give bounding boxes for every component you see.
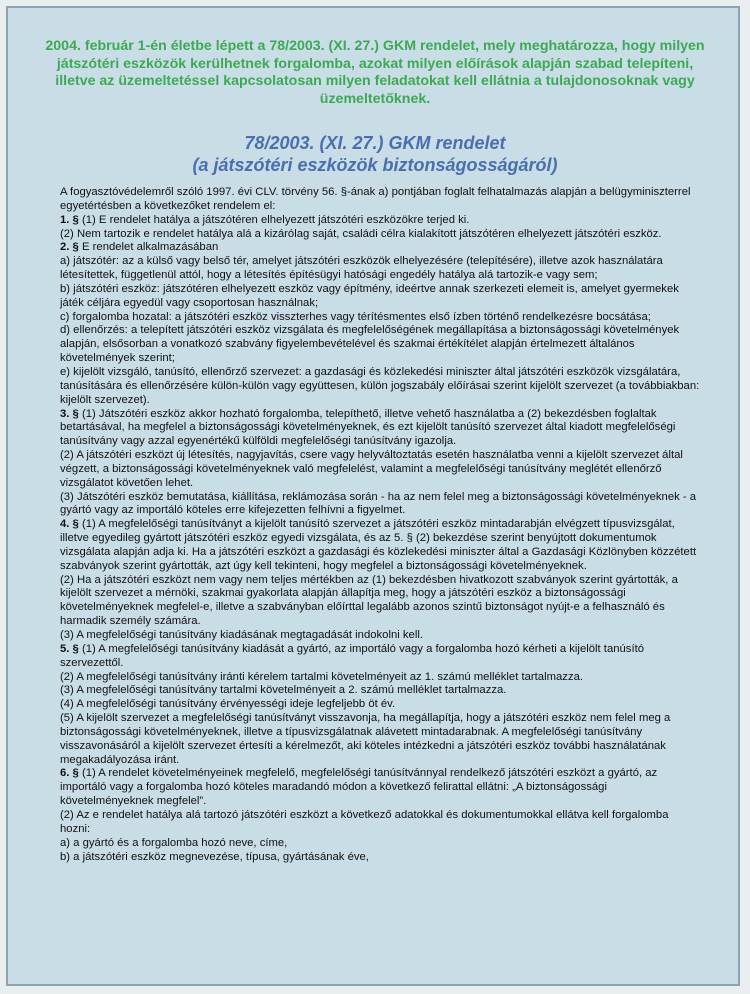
paragraph-text: (2) Nem tartozik e rendelet hatálya alá a kizárólag saját, családi célra kialakított játszótéren elhelyezett játszótéri eszköz. bbox=[60, 227, 662, 240]
decree-paragraph bbox=[60, 518, 700, 573]
paragraph-text: (2) A játszótéri eszközt új létesítés, nagyjavítás, csere vagy helyváltoztatás esetén használatba venni a kijelölt szervezet által végzett, a biztonságossági követelményeknek való megfelelést, valamint a megfelelőségi tanúsítvány meglétét ellenőrző vizsgálatot követően lehet. bbox=[60, 449, 683, 489]
page-heading: 2004. február 1-én életbe lépett a 78/2003. (XI. 27.) GKM rendelet, mely meghatározza, hogy milyen játszótéri eszközök kerülhetnek forgalomba, azokat milyen előírások alapján szabad telepíteni, illetve az üzemeltetéssel kapcsolatosan milyen feladatokat kell ellátnia a tulajdonosoknak vagy üzemeltetőknek. bbox=[45, 38, 705, 107]
decree-paragraph bbox=[60, 366, 700, 408]
decree-paragraph bbox=[60, 214, 700, 228]
paragraph-text: (3) A megfelelőségi tanúsítvány tartalmi követelményeit a 2. számú melléklet tartalmazza. bbox=[60, 684, 507, 697]
paragraph-text: (2) A megfelelőségi tanúsítvány iránti kérelem tartalmi követelményeit az 1. számú melléklet tartalmazza. bbox=[60, 670, 584, 683]
decree-paragraph bbox=[60, 643, 700, 671]
paragraph-text: b) a játszótéri eszköz megnevezése, típusa, gyártásának éve, bbox=[60, 850, 369, 863]
decree-paragraph bbox=[60, 684, 700, 698]
paragraph-text: c) forgalomba hozatal: a játszótéri eszköz visszterhes vagy térítésmentes első ízben történő rendelkezésre bocsátása; bbox=[60, 310, 651, 323]
decree-paragraph bbox=[60, 629, 700, 643]
paragraph-text: b) játszótéri eszköz: játszótéren elhelyezett eszköz vagy építmény, ideértve annak szerkezeti elemeit is, amelyet gyermekek játék céljára egyedül vagy csoportosan használnak; bbox=[60, 282, 679, 309]
paragraph-text: (4) A megfelelőségi tanúsítvány érvényességi ideje legfeljebb öt év. bbox=[60, 698, 396, 711]
section-mark: 4. § bbox=[60, 518, 79, 531]
decree-paragraph bbox=[60, 851, 700, 865]
section-mark: 3. § bbox=[60, 407, 79, 420]
decree-paragraph bbox=[60, 491, 700, 519]
paragraph-text: A fogyasztóvédelemről szóló 1997. évi CLV. törvény 56. §-ának a) pontjában foglalt felhatalmazás alapján a belügyminiszterrel egyetértésben a következőket rendelem el: bbox=[60, 186, 691, 212]
decree-paragraph bbox=[60, 241, 700, 255]
paragraph-text: (3) Játszótéri eszköz bemutatása, kiállítása, reklámozása során - ha az nem felel meg a biztonságossági követelményeknek - a gyártó vagy az importáló köteles erre kifejezetten felhívni a figyelmet. bbox=[60, 490, 697, 517]
decree-paragraph bbox=[60, 324, 700, 366]
section-mark: 1. § bbox=[60, 213, 79, 226]
paragraph-text: E rendelet alkalmazásában bbox=[78, 241, 219, 254]
paragraph-text: (2) Ha a játszótéri eszközt nem vagy nem teljes mértékben az (1) bekezdésben hivatkozott szabványok szerint gyártották, a kijelölt szervezet a mérnöki, szakmai gyakorlata alapján állapítja meg, hogy a játszótéri eszköz a biztonságossági követelményeknek megfelel-e, illetve a szabványban előírttal legalább azonos szintű biztonságot nyújt-e a felhasználó és harmadik személy számára. bbox=[60, 573, 678, 628]
paragraph-text: (1) Játszótéri eszköz akkor hozható forgalomba, telepíthető, illetve vehető használatba a (2) bekezdésben foglaltak betartásával, ha megfelel a biztonságossági követelményeknek, és ezt kijelölt tanúsító szervezet által kiadott megfelelőségi tanúsítvány vagy azzal egyenértékű külföldi megfelelőségi tanúsítvány igazolja. bbox=[60, 407, 676, 448]
decree-paragraph bbox=[60, 574, 700, 629]
decree-paragraph bbox=[60, 698, 700, 712]
decree-title bbox=[40, 132, 710, 176]
decree-paragraph bbox=[60, 767, 700, 809]
paragraph-text: a) játszótér: az a külső vagy belső tér, amelyet játszótéri eszközök elhelyezésére (telepítésére), illetve azok használatára létesítettek, függetlenül attól, hogy a létesítés építésügyi hatósági engedély hatálya alá tartozik-e vagy sem; bbox=[60, 255, 663, 282]
decree-body bbox=[60, 186, 700, 864]
section-mark: 2. § bbox=[60, 241, 79, 254]
decree-number: 78/2003. (XI. 27.) GKM rendelet bbox=[244, 133, 506, 153]
decree-paragraph bbox=[60, 408, 700, 450]
paragraph-text: d) ellenőrzés: a telepített játszótéri eszköz vizsgálata és megfelelőségének megállapítása a biztonságossági követelmények alapján, elsősorban a vonatkozó szabvány figyelembevételével és szakmai értékítélet alapján értelmezett általános követelmények szerint; bbox=[60, 324, 680, 365]
section-mark: 5. § bbox=[60, 642, 79, 655]
paragraph-text: (5) A kijelölt szervezet a megfelelőségi tanúsítványt visszavonja, ha megállapítja, hogy a játszótéri eszköz nem felel meg a biztonságossági követelményeknek, illetve a típusvizsgálatnak alávetett mintadarabnak. A megfelelőségi tanúsítvány visszavonásáról a kijelölt szervezet értesíti a kérelmezőt, aki köteles intézkedni a játszótéri eszköz további használatának megakadályozása iránt. bbox=[60, 712, 671, 766]
decree-paragraph bbox=[60, 809, 700, 837]
decree-paragraph bbox=[60, 837, 700, 851]
paragraph-text: e) kijelölt vizsgáló, tanúsító, ellenőrző szervezet: a gazdasági és közlekedési miniszter által játszótéri eszközök vizsgálatára, tanúsítására és ellenőrzésére külön-külön vagy együttesen, külön jogszabály előírásai szerint kijelölt szervezet (a továbbiakban: kijelölt szervezet). bbox=[60, 365, 700, 406]
paragraph-text: (1) E rendelet hatálya a játszótéren elhelyezett játszótéri eszközökre terjed ki. bbox=[78, 213, 470, 226]
decree-paragraph bbox=[60, 255, 700, 283]
decree-paragraph bbox=[60, 671, 700, 685]
decree-paragraph bbox=[60, 228, 700, 242]
paragraph-text: a) a gyártó és a forgalomba hozó neve, címe, bbox=[60, 836, 288, 849]
decree-paragraph bbox=[60, 712, 700, 767]
section-mark: 6. § bbox=[60, 767, 79, 780]
paragraph-text: (1) A megfelelőségi tanúsítvány kiadását a gyártó, az importáló vagy a forgalomba hozó kérheti a kijelölt tanúsító szervezettől. bbox=[60, 642, 645, 669]
decree-paragraph bbox=[60, 311, 700, 325]
decree-paragraph bbox=[60, 449, 700, 491]
paragraph-text: (3) A megfelelőségi tanúsítvány kiadásának megtagadását indokolni kell. bbox=[60, 629, 423, 641]
decree-subject: (a játszótéri eszközök biztonságosságáról) bbox=[192, 155, 558, 175]
paragraph-text: (2) Az e rendelet hatálya alá tartozó játszótéri eszközt a következő adatokkal és dokumentumokkal ellátva kell forgalomba hozni: bbox=[60, 808, 669, 835]
decree-paragraph bbox=[60, 186, 700, 214]
decree-paragraph bbox=[60, 283, 700, 311]
paragraph-text: (1) A megfelelőségi tanúsítványt a kijelölt tanúsító szervezet a játszótéri eszköz mintadarabján elvégzett típusvizsgálat, illetve egyedileg gyártott játszótéri eszköz egyedi vizsgálata, és az 5. § (2) bekezdése szerint benyújtott dokumentumok vizsgálata alapján adja ki. Ha a játszótéri eszközt a gazdasági és közlekedési miniszter által a Gazdasági Közlönyben közzétett szabványok szerint gyártották, azt úgy kell tekinteni, hogy megfelel a biztonságossági követelményeknek. bbox=[60, 518, 697, 572]
paragraph-text: (1) A rendelet követelményeinek megfelelő, megfelelőségi tanúsítvánnyal rendelkező játszótéri eszközt a gyártó, az importáló vagy a forgalomba hozó köteles maradandó módon a következő felirattal ellátni: „A biztonságossági követelményeknek megfelel”. bbox=[60, 767, 658, 808]
